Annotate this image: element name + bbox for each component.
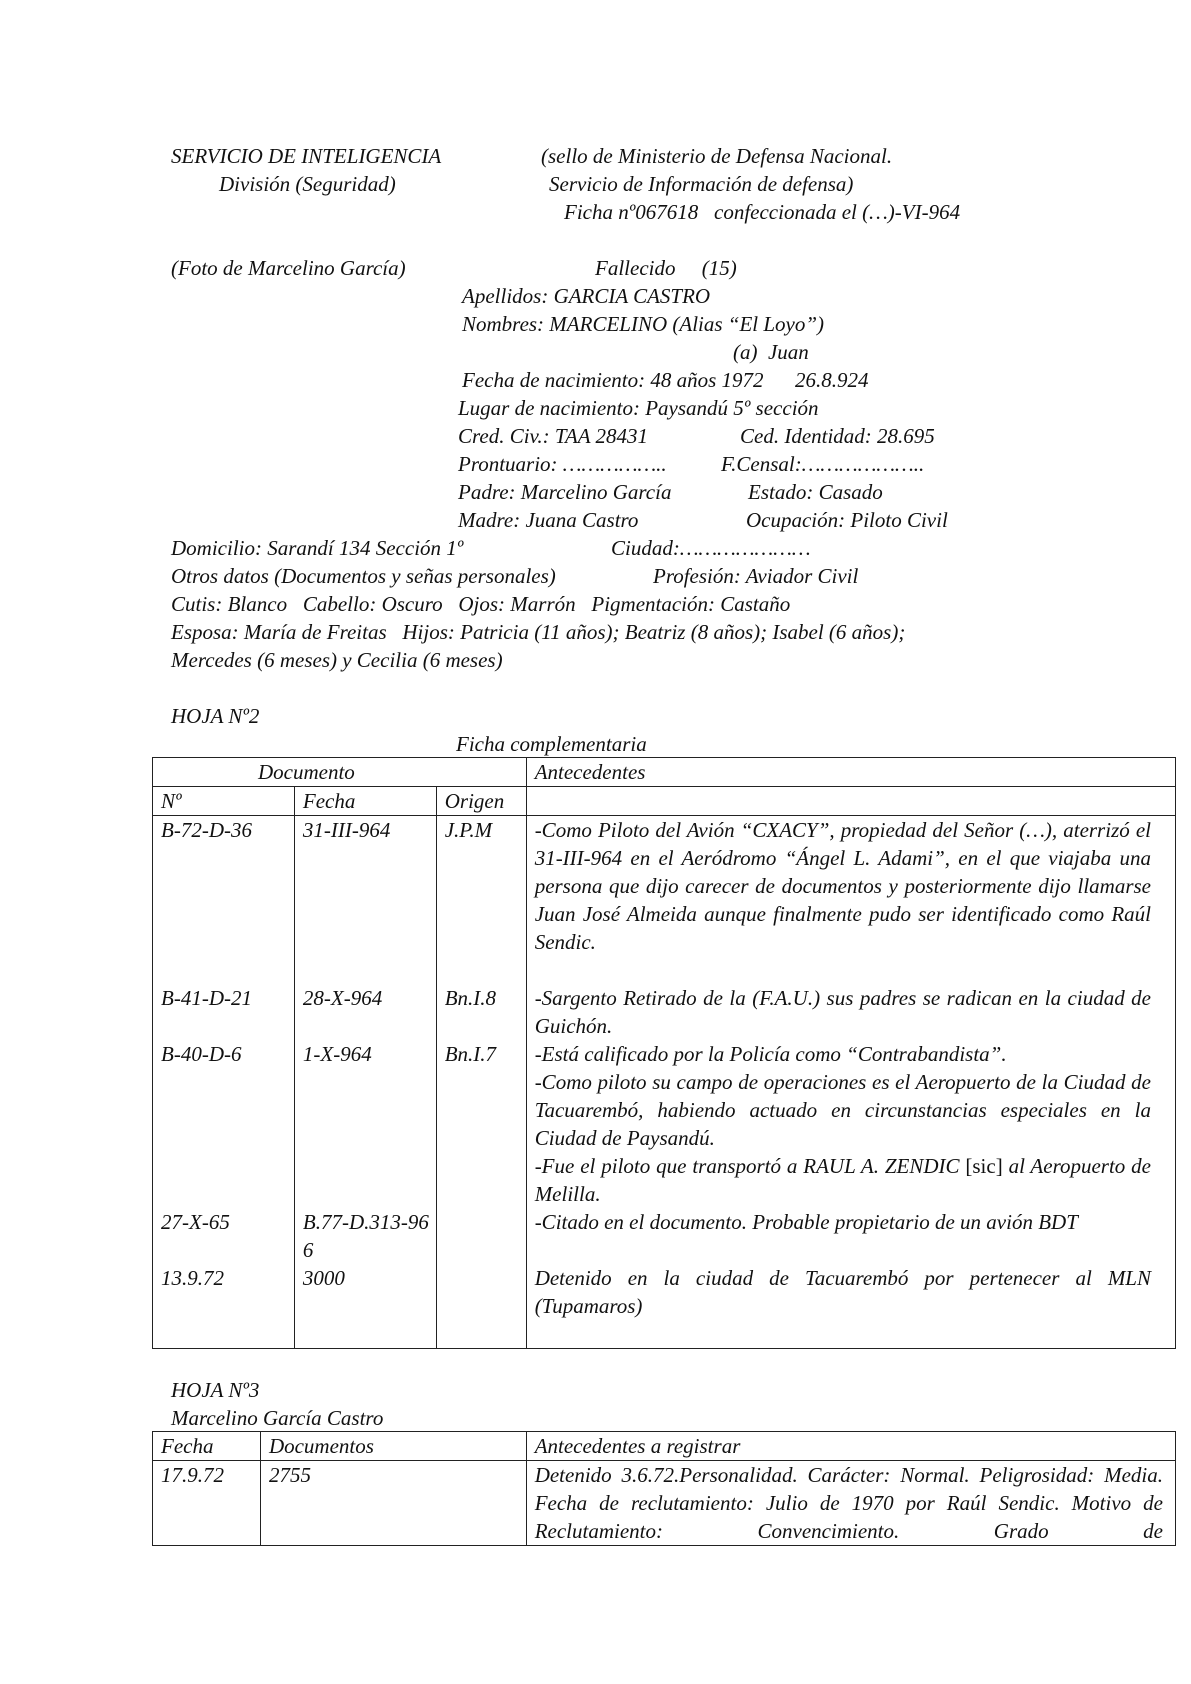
- cred-civ-field: Cred. Civ.: TAA 28431: [458, 424, 648, 448]
- otros-datos-label: Otros datos (Documentos y señas personales): [171, 564, 556, 588]
- sic-note: [sic]: [965, 1154, 1003, 1178]
- antecedente-text: -Está calificado por la Policía como “Contrabandista”.: [534, 1042, 1007, 1066]
- hoja3-antecedentes-cell: Detenido 3.6.72.Personalidad. Carácter: Normal. Peligrosidad: Media. Fecha de reclutamiento: Julio de 1970 por Raúl Sendic. Motivo de Reclutamiento: Convencimiento. Grado de: [526, 1461, 1175, 1546]
- table-cell: Bn.I.8: [444, 986, 497, 1010]
- photo-caption: (Foto de Marcelino García): [171, 256, 406, 280]
- table-cell: 3000: [302, 1266, 345, 1290]
- ocupacion-field: Ocupación: Piloto Civil: [746, 508, 948, 532]
- prontuario-field: Prontuario: ……………..: [458, 452, 667, 476]
- table-cell: B-40-D-6: [161, 1042, 242, 1066]
- fcensal-field: F.Censal:………………..: [721, 452, 925, 476]
- antecedente-text-zendic: [535, 1152, 1163, 1208]
- header-stamp-line1: (sello de Ministerio de Defensa Nacional.: [541, 144, 893, 168]
- birthdate-field: Fecha de nacimiento: 48 años 1972 26.8.924: [462, 368, 869, 392]
- hoja2-col-fecha: Fecha: [294, 787, 436, 816]
- hoja2-subheader-row: [153, 787, 1176, 816]
- hoja3-col-antecedentes: Antecedentes a registrar: [526, 1432, 1175, 1461]
- birthplace-field: Lugar de nacimiento: Paysandú 5º sección: [458, 396, 819, 420]
- hoja3-body-row: [153, 1461, 1176, 1546]
- table-cell: 27-X-65: [161, 1210, 230, 1234]
- table-cell: J.P.M: [444, 818, 493, 842]
- senas-field: Cutis: Blanco Cabello: Oscuro Ojos: Marrón Pigmentación: Castaño: [171, 592, 791, 616]
- table-cell: 31-III-964: [302, 818, 391, 842]
- hoja2-caption: Ficha complementaria: [456, 732, 647, 756]
- table-cell: Bn.I.7: [444, 1042, 497, 1066]
- table-cell: B.77-D.313-966: [302, 1210, 429, 1262]
- hoja2-header-row: [153, 758, 1176, 787]
- hoja3-col-documentos: Documentos: [260, 1432, 526, 1461]
- profesion-field: Profesión: Aviador Civil: [653, 564, 859, 588]
- hoja2-origen-cell: [436, 816, 526, 1349]
- esposa-hijos-field: Esposa: María de Freitas Hijos: Patricia (11 años); Beatriz (8 años); Isabel (6 años);: [171, 620, 906, 644]
- hoja3-subtitle: Marcelino García Castro: [171, 1406, 384, 1430]
- hoja3-documento-cell: 2755: [260, 1461, 526, 1546]
- ced-identidad-field: Ced. Identidad: 28.695: [740, 424, 935, 448]
- fallecido-label: Fallecido (15): [595, 256, 737, 280]
- hoja2-antecedentes-cell: [526, 816, 1175, 1349]
- hoja3-col-fecha: Fecha: [153, 1432, 261, 1461]
- hoja3-title: HOJA Nº3: [171, 1378, 260, 1402]
- hoja2-header-documento: Documento: [153, 758, 527, 787]
- table-cell: 28-X-964: [302, 986, 383, 1010]
- hoja2-col-no: Nº: [153, 787, 295, 816]
- madre-field: Madre: Juana Castro: [458, 508, 639, 532]
- antecedente-text: Detenido en la ciudad de Tacuarembó por pertenecer al MLN (Tupamaros): [534, 1266, 1151, 1318]
- hoja2-col-origen: Origen: [436, 787, 526, 816]
- alias-field: (a) Juan: [733, 340, 809, 364]
- ciudad-field: Ciudad:…………………: [611, 536, 811, 560]
- table-cell: 13.9.72: [161, 1266, 224, 1290]
- antecedente-fragment: -Fue el piloto que transportó a RAUL A. ZENDIC: [534, 1154, 966, 1178]
- nombres-field: Nombres: MARCELINO (Alias “El Loyo”): [462, 312, 825, 336]
- apellidos-field: Apellidos: GARCIA CASTRO: [462, 284, 711, 308]
- header-stamp-line2: Servicio de Información de defensa): [549, 172, 854, 196]
- hijos-continued: Mercedes (6 meses) y Cecilia (6 meses): [171, 648, 503, 672]
- hoja3-header-row: [153, 1432, 1176, 1461]
- table-cell: B-72-D-36: [161, 818, 252, 842]
- header-service: SERVICIO DE INTELIGENCIA: [171, 144, 442, 168]
- antecedente-text: -Como Piloto del Avión “CXACY”, propiedad del Señor (…), aterrizó el 31-III-964 en el Aeródromo “Ángel L. Adami”, en el que viajaba una persona que dijo carecer de documentos y posteriormente dijo llamarse Juan José Almeida aunque finalmente pudo ser identificado como Raúl Sendic.: [534, 818, 1151, 954]
- header-division: División (Seguridad): [219, 172, 396, 196]
- hoja2-header-antecedentes: Antecedentes: [526, 758, 1175, 787]
- padre-field: Padre: Marcelino García: [458, 480, 672, 504]
- hoja2-table: [152, 757, 1176, 1349]
- hoja2-fecha-cell: [294, 816, 436, 1349]
- hoja2-title: HOJA Nº2: [171, 704, 260, 728]
- antecedente-fragment: al Aeropuerto de Melilla.: [534, 1154, 1151, 1206]
- header-ficha-number: Ficha nº067618 confeccionada el (…)-VI-964: [564, 200, 961, 224]
- hoja3-fecha-cell: 17.9.72: [153, 1461, 261, 1546]
- hoja2-no-cell: [153, 816, 295, 1349]
- hoja2-col-empty: [526, 787, 1175, 816]
- antecedente-text: -Sargento Retirado de la (F.A.U.) sus padres se radican en la ciudad de Guichón.: [534, 986, 1151, 1038]
- table-cell: 1-X-964: [302, 1042, 372, 1066]
- hoja2-body-row: [153, 816, 1176, 1349]
- antecedente-text: -Citado en el documento. Probable propietario de un avión BDT: [534, 1210, 1078, 1234]
- domicilio-field: Domicilio: Sarandí 134 Sección 1º: [171, 536, 464, 560]
- antecedente-text: -Como piloto su campo de operaciones es el Aeropuerto de la Ciudad de Tacuarembó, habiendo actuado en circunstancias especiales en la Ciudad de Paysandú.: [534, 1070, 1151, 1150]
- table-cell: B-41-D-21: [161, 986, 252, 1010]
- hoja3-table: [152, 1431, 1176, 1546]
- estado-field: Estado: Casado: [748, 480, 883, 504]
